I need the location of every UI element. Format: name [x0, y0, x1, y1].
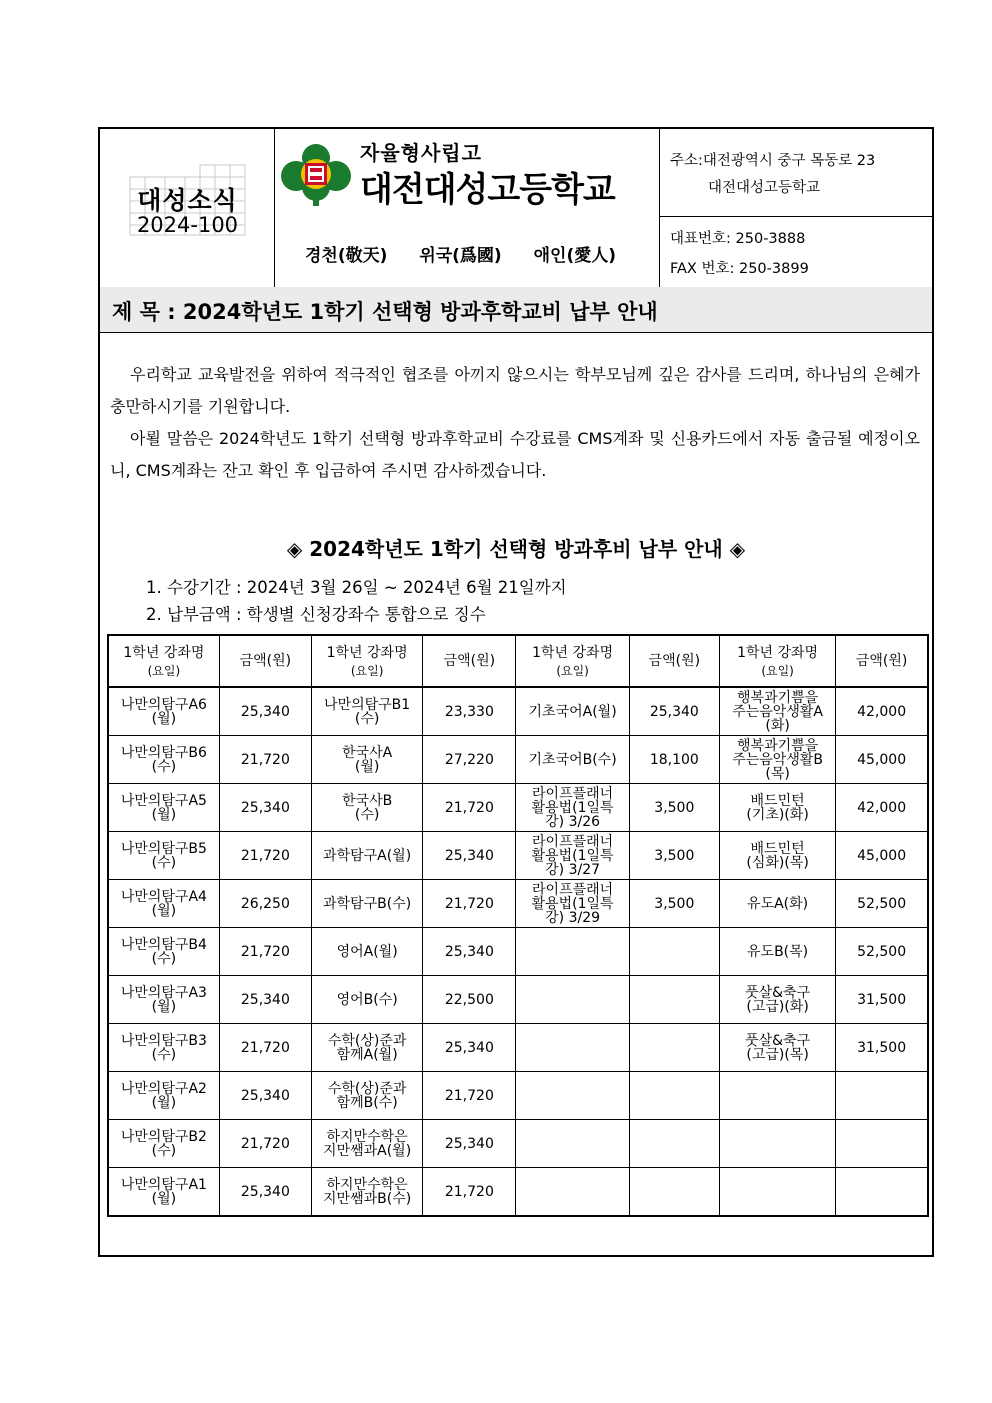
amount-cell: 42,000 — [836, 784, 928, 832]
address-line: 주소:대전광역시 중구 목동로 23 — [670, 153, 876, 169]
course-cell — [719, 736, 835, 784]
course-name-line: (수) — [151, 1046, 177, 1063]
course-cell — [516, 928, 629, 976]
notice-paragraph: 아뢸 말씀은 2024학년도 1학기 선택형 방과후학교비 수강료를 CMS계좌 및 신용카드에서 자동 출금될 예정이오니, CMS계좌는 잔고 확인 후 입금하여 주시면 감사하겠습니다. — [110, 429, 920, 480]
course-cell — [108, 976, 219, 1024]
course-name-line: 수학(상)준과 — [327, 1080, 407, 1097]
header-sublabel: (요일) — [350, 664, 384, 678]
course-name-line: 강) 3/27 — [545, 861, 601, 878]
course-name-line: 행복과기쁨을 — [737, 737, 819, 754]
course-cell — [311, 1072, 422, 1120]
course-name-line: 주는음악생활A — [732, 703, 823, 720]
amount-cell — [629, 976, 719, 1024]
table-row — [108, 1072, 928, 1120]
course-cell — [719, 687, 835, 736]
course-cell — [719, 1168, 835, 1217]
contact-box — [660, 129, 932, 287]
course-cell — [108, 687, 219, 736]
amount-cell: 21,720 — [219, 736, 311, 784]
course-name-line: (수) — [354, 710, 380, 727]
course-name-line: 과학탐구A(월) — [323, 847, 412, 864]
course-cell — [719, 928, 835, 976]
course-name-line: 라이프플래너 — [532, 881, 614, 898]
amount-cell: 25,340 — [219, 1168, 311, 1217]
column-header-amount — [836, 635, 928, 687]
course-name-line: 지만쌤과A(월) — [323, 1142, 412, 1159]
amount-cell — [629, 1024, 719, 1072]
course-name-line: 영어B(수) — [336, 991, 398, 1008]
course-name-line: 기초국어A(월) — [528, 703, 617, 720]
amount-cell: 3,500 — [629, 832, 719, 880]
course-name-line: 한국사B — [342, 792, 393, 809]
table-row — [108, 832, 928, 880]
amount-cell — [836, 1168, 928, 1217]
amount-cell: 21,720 — [219, 832, 311, 880]
course-name-line: 지만쌤과B(수) — [323, 1190, 412, 1207]
table-row — [108, 928, 928, 976]
course-name-line: 강) 3/26 — [545, 813, 601, 830]
course-cell — [516, 832, 629, 880]
amount-cell — [836, 1072, 928, 1120]
course-cell — [516, 976, 629, 1024]
course-name-line: (월) — [151, 710, 177, 727]
course-name-line: 나만의탐구B6 — [120, 744, 207, 761]
course-name-line: 유도B(목) — [747, 943, 809, 960]
course-name-line: 나만의탐구B1 — [324, 696, 411, 713]
course-cell — [311, 928, 422, 976]
course-name-line: 풋살&축구 — [745, 984, 811, 1001]
column-header-course — [719, 635, 835, 687]
course-name-line: 영어A(월) — [336, 943, 398, 960]
course-name-line: 나만의탐구B2 — [120, 1128, 207, 1145]
course-cell — [719, 976, 835, 1024]
column-header-amount — [629, 635, 719, 687]
course-name-line: 나만의탐구B4 — [120, 936, 207, 953]
amount-cell: 25,340 — [423, 832, 516, 880]
amount-cell: 22,500 — [423, 976, 516, 1024]
amount-cell: 21,720 — [423, 880, 516, 928]
header-label: 1학년 강좌명 — [123, 645, 205, 661]
amount-cell: 21,720 — [219, 1120, 311, 1168]
course-name-line: (월) — [151, 998, 177, 1015]
amount-cell: 45,000 — [836, 832, 928, 880]
course-name-line: 하지만수학은 — [326, 1176, 408, 1193]
course-cell — [311, 687, 422, 736]
course-name-line: 배드민턴 — [750, 792, 805, 809]
course-cell — [516, 1072, 629, 1120]
payment-amount: 2. 납부금액 : 학생별 신청강좌수 통합으로 징수 — [146, 605, 486, 624]
course-cell — [311, 1168, 422, 1217]
course-cell — [516, 736, 629, 784]
course-name-line: 활용법(1일특 — [531, 847, 614, 864]
subject-bar — [100, 287, 932, 333]
column-header-course — [311, 635, 422, 687]
amount-cell: 52,500 — [836, 880, 928, 928]
amount-cell: 52,500 — [836, 928, 928, 976]
amount-cell: 42,000 — [836, 687, 928, 736]
course-cell — [108, 1168, 219, 1217]
course-name-line: (월) — [151, 1190, 177, 1207]
course-name-line: 배드민턴 — [750, 840, 805, 857]
course-name-line: 한국사A — [342, 744, 393, 761]
table-header-row — [108, 635, 928, 687]
course-cell — [108, 736, 219, 784]
course-cell — [108, 784, 219, 832]
school-identity — [275, 129, 660, 287]
amount-cell: 25,340 — [423, 1120, 516, 1168]
course-name-line: (목) — [765, 765, 790, 782]
course-name-line: 나만의탐구A4 — [120, 888, 207, 905]
table-row — [108, 1024, 928, 1072]
course-name-line: 나만의탐구A1 — [120, 1176, 207, 1193]
course-name-line: (고급)(화) — [746, 998, 809, 1015]
amount-cell: 25,340 — [423, 928, 516, 976]
course-name-line: 나만의탐구A5 — [120, 792, 207, 809]
address-line: 대전대성고등학교 — [708, 180, 821, 196]
course-cell — [108, 928, 219, 976]
fax-number: FAX 번호: 250-3899 — [670, 261, 809, 277]
course-name-line: (화) — [765, 717, 790, 734]
amount-cell: 3,500 — [629, 784, 719, 832]
amount-cell: 21,720 — [423, 1072, 516, 1120]
course-name-line: (수) — [151, 854, 177, 871]
course-cell — [719, 1120, 835, 1168]
table-row — [108, 1120, 928, 1168]
amount-cell: 21,720 — [423, 784, 516, 832]
course-name-line: 함께A(월) — [336, 1046, 398, 1063]
amount-cell: 31,500 — [836, 976, 928, 1024]
amount-cell: 21,720 — [423, 1168, 516, 1217]
greeting-paragraph: 우리학교 교육발전을 위하여 적극적인 협조를 아끼지 않으시는 학부모님께 깊은 감사를 드리며, 하나님의 은혜가 충만하시기를 기원합니다. — [110, 365, 920, 416]
course-cell — [719, 1024, 835, 1072]
amount-cell — [629, 1120, 719, 1168]
amount-cell: 27,220 — [423, 736, 516, 784]
course-period: 1. 수강기간 : 2024년 3월 26일 ~ 2024년 6월 21일까지 — [146, 578, 567, 597]
course-name-line: 나만의탐구B5 — [120, 840, 207, 857]
amount-cell: 25,340 — [219, 687, 311, 736]
motto-item: 애인(愛人) — [533, 246, 617, 266]
header-label: 금액(원) — [855, 653, 908, 669]
course-cell — [311, 736, 422, 784]
course-cell — [108, 1120, 219, 1168]
school-name: 대전대성고등학교 — [360, 170, 615, 210]
letterhead — [100, 129, 932, 288]
column-header-course — [108, 635, 219, 687]
table-row — [108, 880, 928, 928]
course-cell — [516, 1168, 629, 1217]
document-frame — [98, 127, 934, 1257]
table-row — [108, 1168, 928, 1217]
amount-cell: 25,340 — [219, 784, 311, 832]
table-row — [108, 687, 928, 736]
course-cell — [516, 880, 629, 928]
course-name-line: 나만의탐구A6 — [120, 696, 207, 713]
header-label: 금액(원) — [443, 653, 496, 669]
column-header-amount — [219, 635, 311, 687]
newsletter-number: 2024-100 — [136, 213, 239, 237]
school-emblem-icon — [279, 143, 353, 207]
amount-cell: 26,250 — [219, 880, 311, 928]
fee-notice-title: ◈ 2024학년도 1학기 선택형 방과후비 납부 안내 ◈ — [286, 537, 746, 561]
amount-cell: 21,720 — [219, 1024, 311, 1072]
header-sublabel: (요일) — [761, 664, 794, 678]
course-name-line: 하지만수학은 — [326, 1128, 408, 1145]
course-cell — [719, 880, 835, 928]
course-cell — [311, 784, 422, 832]
course-name-line: (수) — [354, 806, 380, 823]
course-name-line: 활용법(1일특 — [531, 799, 614, 816]
course-name-line: (월) — [151, 1094, 177, 1111]
header-label: 1학년 강좌명 — [737, 645, 819, 661]
course-name-line: 수학(상)준과 — [327, 1032, 407, 1049]
amount-cell: 3,500 — [629, 880, 719, 928]
amount-cell: 25,340 — [629, 687, 719, 736]
course-name-line: (수) — [151, 1142, 177, 1159]
school-motto — [305, 241, 638, 266]
header-label: 1학년 강좌명 — [532, 645, 614, 661]
course-cell — [108, 832, 219, 880]
course-cell — [516, 687, 629, 736]
amount-cell: 21,720 — [219, 928, 311, 976]
newsletter-title: 대성소식 — [137, 186, 238, 215]
amount-cell: 25,340 — [219, 1072, 311, 1120]
header-sublabel: (요일) — [147, 664, 181, 678]
motto-item: 위국(爲國) — [419, 246, 502, 266]
school-type: 자율형사립고 — [360, 141, 482, 165]
course-name-line: (고급)(목) — [746, 1046, 809, 1063]
course-name-line: (월) — [151, 806, 177, 823]
course-cell — [311, 832, 422, 880]
amount-cell — [629, 1072, 719, 1120]
course-name-line: (월) — [354, 758, 380, 775]
course-cell — [108, 1072, 219, 1120]
course-name-line: 나만의탐구A2 — [120, 1080, 207, 1097]
course-name-line: 함께B(수) — [336, 1094, 398, 1111]
course-cell — [516, 784, 629, 832]
header-label: 금액(원) — [648, 653, 701, 669]
course-name-line: 기초국어B(수) — [528, 751, 617, 768]
course-name-line: 라이프플래너 — [532, 785, 614, 802]
course-cell — [311, 880, 422, 928]
course-name-line: (심화)(목) — [746, 854, 809, 871]
course-cell — [311, 1120, 422, 1168]
course-cell — [311, 1024, 422, 1072]
course-cell — [719, 832, 835, 880]
fee-table — [107, 634, 929, 1217]
course-name-line: 활용법(1일특 — [531, 895, 614, 912]
amount-cell: 25,340 — [423, 1024, 516, 1072]
course-cell — [108, 1024, 219, 1072]
course-name-line: 유도A(화) — [747, 895, 809, 912]
course-cell — [108, 880, 219, 928]
course-cell — [516, 1024, 629, 1072]
table-row — [108, 736, 928, 784]
course-name-line: 행복과기쁨을 — [737, 689, 819, 706]
course-name-line: 강) 3/29 — [545, 909, 601, 926]
amount-cell — [836, 1120, 928, 1168]
column-header-amount — [423, 635, 516, 687]
amount-cell: 18,100 — [629, 736, 719, 784]
course-cell — [516, 1120, 629, 1168]
amount-cell: 45,000 — [836, 736, 928, 784]
table-body — [108, 687, 928, 1216]
course-name-line: (수) — [151, 950, 177, 967]
phone-number: 대표번호: 250-3888 — [670, 231, 806, 247]
table-row — [108, 784, 928, 832]
course-name-line: 라이프플래너 — [532, 833, 614, 850]
amount-cell: 25,340 — [219, 976, 311, 1024]
course-name-line: 풋살&축구 — [745, 1032, 811, 1049]
course-name-line: (기초)(화) — [746, 806, 809, 823]
course-name-line: 나만의탐구A3 — [120, 984, 207, 1001]
course-name-line: 주는음악생활B — [732, 751, 823, 768]
course-name-line: (수) — [151, 758, 177, 775]
subject-title: 제 목 : 2024학년도 1학기 선택형 방과후학교비 납부 안내 — [112, 300, 658, 324]
header-label: 금액(원) — [239, 653, 292, 669]
amount-cell: 31,500 — [836, 1024, 928, 1072]
course-name-line: 과학탐구B(수) — [323, 895, 412, 912]
header-label: 1학년 강좌명 — [326, 645, 408, 661]
course-name-line: 나만의탐구B3 — [120, 1032, 207, 1049]
course-cell — [719, 1072, 835, 1120]
column-header-course — [516, 635, 629, 687]
course-name-line: (월) — [151, 902, 177, 919]
table-row — [108, 976, 928, 1024]
newsletter-box — [100, 129, 275, 287]
course-cell — [719, 784, 835, 832]
amount-cell — [629, 1168, 719, 1217]
address-box — [660, 129, 932, 217]
amount-cell — [629, 928, 719, 976]
course-cell — [311, 976, 422, 1024]
motto-item: 경천(敬天) — [305, 246, 388, 266]
amount-cell: 23,330 — [423, 687, 516, 736]
header-sublabel: (요일) — [556, 664, 589, 678]
